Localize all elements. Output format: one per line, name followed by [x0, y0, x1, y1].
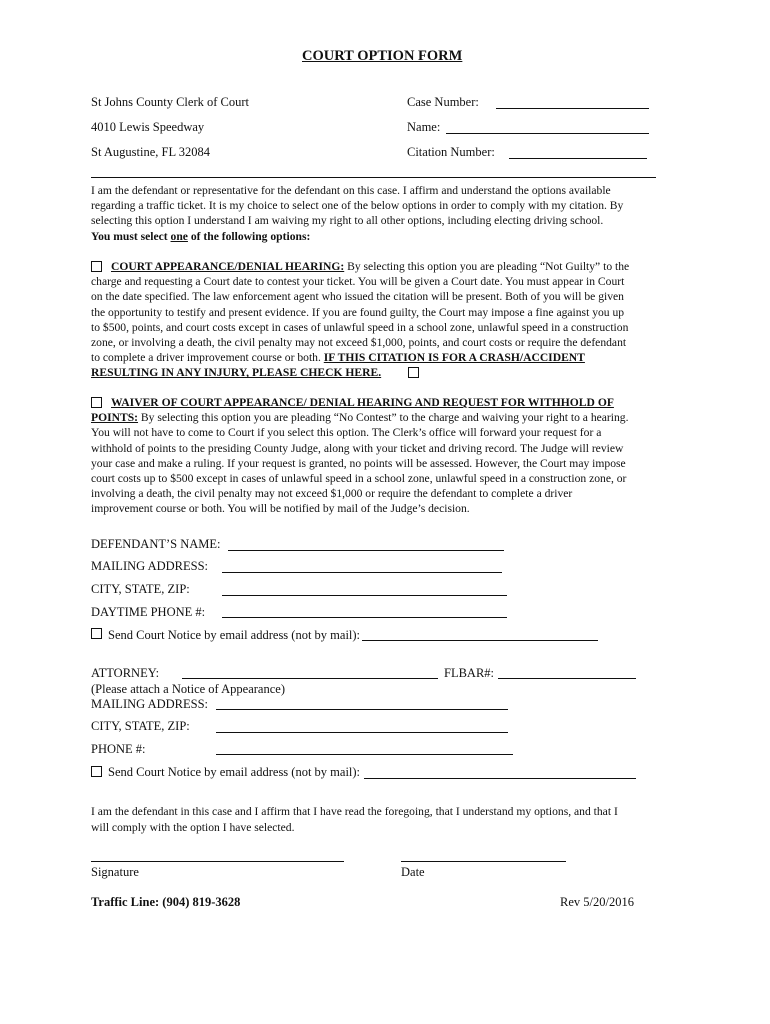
option2-heading: POINTS:: [91, 411, 139, 425]
defendant-email-field[interactable]: [362, 640, 598, 641]
affirmation-paragraph: [91, 804, 683, 836]
defendant-name-field[interactable]: [228, 550, 504, 551]
option2-line: court costs up to $500 except in cases of unlawful speed in a school zone, unlawful speed in a construction zone, or: [91, 472, 627, 486]
intro-line: regarding a traffic ticket. It is my choice to select one of the below options in order to comply with my citation. By: [91, 199, 624, 213]
case-number-label: Case Number:: [407, 95, 479, 109]
option1-line: the opportunity to testify and present evidence. If you are found guilty, the Court may impose a fine against you up: [91, 305, 625, 319]
option2-text: By selecting this option you are pleading “No Contest” to the charge and waiving your right to a hearing.: [138, 411, 629, 425]
option2-line: withhold of points to the presiding County Judge, along with your ticket and driving record. The Judge will review: [91, 441, 624, 455]
defendant-address-label: MAILING ADDRESS:: [91, 559, 209, 573]
attorney-phone-field[interactable]: [216, 754, 513, 755]
revision-date: Rev 5/20/2016: [560, 895, 634, 909]
crash-note: RESULTING IN ANY INJURY, PLEASE CHECK HERE.: [91, 366, 382, 380]
date-field[interactable]: [401, 861, 566, 862]
defendant-city-field[interactable]: [222, 595, 507, 596]
citation-number-field[interactable]: [509, 158, 647, 159]
defendant-phone-field[interactable]: [222, 617, 507, 618]
name-field[interactable]: [446, 133, 649, 134]
separator-line: [91, 177, 656, 178]
affirmation-line: will comply with the option I have selected.: [91, 821, 295, 834]
defendant-email-label: Send Court Notice by email address (not by mail):: [108, 628, 361, 642]
option1-line: zone, or involving a death, the civil penalty may not exceed $1,000, points, and court costs or require the defendant: [91, 336, 627, 350]
defendant-name-label: DEFENDANT’S NAME:: [91, 537, 221, 551]
crash-note: IF THIS CITATION IS FOR A CRASH/ACCIDENT: [323, 351, 585, 365]
citation-number-label: Citation Number:: [407, 145, 495, 159]
option1-line: charge and requesting a Court date to contest your ticket. You will be given a Court date. You must appear in Court: [91, 275, 625, 289]
defendant-address-field[interactable]: [222, 572, 502, 573]
must-select-line: You must select one of the following options:: [91, 229, 311, 243]
defendant-email-checkbox[interactable]: [91, 628, 102, 639]
signature-field[interactable]: [91, 861, 344, 862]
intro-paragraph: [91, 183, 683, 244]
option2-line: improvement course or both. You will be notified by mail of the Judge’s decision.: [91, 502, 470, 516]
attorney-email-label: Send Court Notice by email address (not by mail):: [108, 765, 361, 779]
attorney-notice: (Please attach a Notice of Appearance): [91, 682, 285, 696]
option1-heading: COURT APPEARANCE/DENIAL HEARING:: [111, 260, 345, 273]
attorney-field[interactable]: [182, 678, 438, 679]
attorney-email-checkbox[interactable]: [91, 766, 102, 777]
attorney-label: ATTORNEY:: [91, 666, 160, 680]
attorney-email-field[interactable]: [364, 778, 636, 779]
date-label: Date: [401, 865, 425, 879]
clerk-name: St Johns County Clerk of Court: [91, 95, 249, 109]
defendant-phone-label: DAYTIME PHONE #:: [91, 605, 206, 619]
option2-line: You will not have to come to Court if you select this option. The Clerk’s office will forward your request for a: [91, 426, 602, 440]
attorney-address-field[interactable]: [216, 709, 508, 710]
name-label: Name:: [407, 120, 441, 134]
clerk-street: 4010 Lewis Speedway: [91, 120, 205, 134]
affirmation-line: I am the defendant in this case and I affirm that I have read the foregoing, that I understand my options, and that I: [91, 805, 618, 818]
intro-line: selecting this option I understand I am waiving my right to all other options, including electing driving school.: [91, 214, 604, 228]
flbar-label: FLBAR#:: [444, 666, 495, 680]
option2-line: involving a death, the civil penalty may not exceed $1,000 or require the defendant to complete a driver: [91, 487, 573, 501]
option1-line: to $500, points, and court costs except in cases of unlawful speed in a school zone, unlawful speed in a construction: [91, 320, 629, 334]
crash-injury-checkbox[interactable]: [408, 367, 419, 378]
attorney-address-label: MAILING ADDRESS:: [91, 697, 209, 711]
option1-text: By selecting this option you are pleading “Not Guilty” to the: [344, 260, 630, 273]
option1-paragraph: [91, 259, 683, 381]
option2-paragraph: [91, 395, 683, 517]
option1-line: to complete a driver improvement course or both.: [91, 351, 324, 365]
attorney-city-label: CITY, STATE, ZIP:: [91, 719, 190, 733]
attorney-phone-label: PHONE #:: [91, 742, 146, 756]
flbar-field[interactable]: [498, 678, 636, 679]
clerk-city: St Augustine, FL 32084: [91, 145, 210, 159]
attorney-city-field[interactable]: [216, 732, 508, 733]
page-title: COURT OPTION FORM: [302, 48, 463, 64]
option1-line: on the date specified. The law enforcement agent who issued the citation will be present. Both of you will be given: [91, 290, 624, 304]
case-number-field[interactable]: [496, 108, 649, 109]
intro-line: I am the defendant or representative for the defendant on this case. I affirm and understand the options available: [91, 184, 611, 197]
traffic-line: Traffic Line: (904) 819-3628: [91, 895, 241, 909]
option2-heading: WAIVER OF COURT APPEARANCE/ DENIAL HEARING AND REQUEST FOR WITHHOLD OF: [111, 396, 614, 409]
signature-label: Signature: [91, 865, 139, 879]
defendant-city-label: CITY, STATE, ZIP:: [91, 582, 190, 596]
option2-line: your case and make a ruling. If your request is granted, no points will be assessed. However, the Court may impose: [91, 456, 626, 470]
